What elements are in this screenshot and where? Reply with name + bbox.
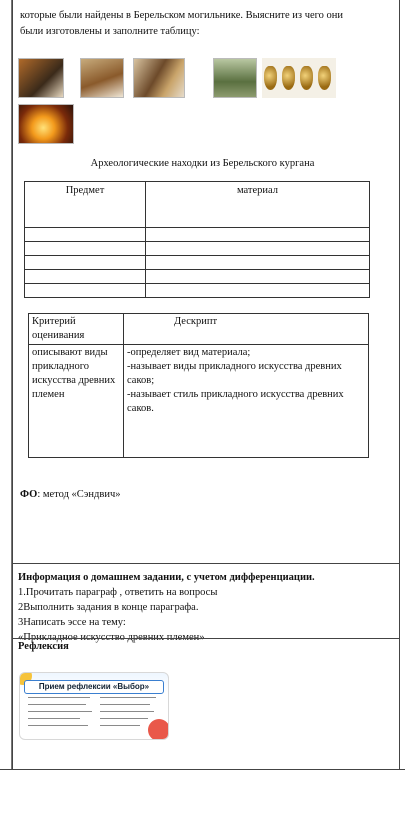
outer-table-margin <box>0 0 12 770</box>
criteria-header-criterion: Критерий оценивания <box>29 314 124 345</box>
criteria-header-descriptor: Дескрипт <box>124 314 369 345</box>
card-text-line <box>28 718 80 719</box>
card-text-line <box>100 711 154 712</box>
table-bottom-border <box>0 769 405 770</box>
finds-header-item: Предмет <box>25 182 146 228</box>
artifact-image-mound <box>213 58 257 98</box>
task-instructions <box>20 8 392 40</box>
gold-ornament-2 <box>282 66 295 90</box>
instructions-line-1: которые были найдены в Берельском могильнике. Выясните из чего они <box>20 10 344 21</box>
criterion-text: описывают виды прикладного искусства древних племен <box>29 345 124 458</box>
homework-title: Информация о домашнем задании, с учетом дифференциации. <box>18 572 315 583</box>
finds-table <box>24 181 370 298</box>
descriptor-list <box>124 345 369 458</box>
fo-label: ФО <box>20 489 38 500</box>
card-text-line <box>28 704 86 705</box>
finds-cell[interactable] <box>146 256 370 270</box>
reflection-label: Рефлексия <box>18 641 69 652</box>
criteria-table <box>28 313 369 458</box>
finds-cell[interactable] <box>25 228 146 242</box>
card-text-line <box>100 704 150 705</box>
artifact-image-deer <box>18 58 64 98</box>
reflection-card-image <box>19 672 169 740</box>
gold-ornament-3 <box>300 66 313 90</box>
fo-text: : метод «Сэндвич» <box>37 489 121 500</box>
finds-cell[interactable] <box>25 242 146 256</box>
card-text-line <box>28 725 88 726</box>
homework-item: 3Написать эссе на тему: <box>18 617 126 628</box>
card-text-line <box>28 711 92 712</box>
artifact-image-gold-ornaments <box>262 58 336 98</box>
row-divider <box>12 638 400 639</box>
finds-cell[interactable] <box>25 256 146 270</box>
artifact-image-riders <box>133 58 185 98</box>
homework-section <box>18 570 396 645</box>
artifact-image-fire <box>18 104 74 144</box>
instructions-line-2: были изготовлены и заполните таблицу: <box>20 26 200 37</box>
card-text-line <box>100 725 140 726</box>
card-text-line <box>28 697 90 698</box>
artifact-images <box>18 56 358 146</box>
card-text-line <box>100 718 148 719</box>
finds-cell[interactable] <box>146 270 370 284</box>
reflection-card-title: Прием рефлексии «Выбор» <box>24 680 164 694</box>
formative-assessment <box>20 489 121 500</box>
finds-cell[interactable] <box>146 242 370 256</box>
gold-ornament-4 <box>318 66 331 90</box>
finds-cell[interactable] <box>25 284 146 298</box>
descriptor-item: -называет виды прикладного искусства древних саков; <box>127 361 342 386</box>
gold-ornament-1 <box>264 66 277 90</box>
homework-item: 2Выполнить задания в конце параграфа. <box>18 602 199 613</box>
descriptor-item: -называет стиль прикладного искусства древних саков. <box>127 389 344 414</box>
finds-header-material: материал <box>146 182 370 228</box>
decoration-dot <box>148 719 169 740</box>
homework-item: «Прикладное искусство древних племен» <box>18 632 205 643</box>
finds-cell[interactable] <box>146 228 370 242</box>
artifact-image-horse <box>80 58 124 98</box>
finds-cell[interactable] <box>146 284 370 298</box>
row-divider <box>12 563 400 564</box>
descriptor-item: -определяет вид материала; <box>127 347 251 358</box>
finds-cell[interactable] <box>25 270 146 284</box>
finds-table-caption: Археологические находки из Берельского кургана <box>90 158 315 169</box>
card-text-line <box>100 697 156 698</box>
homework-item: 1.Прочитать параграф , ответить на вопросы <box>18 587 218 598</box>
